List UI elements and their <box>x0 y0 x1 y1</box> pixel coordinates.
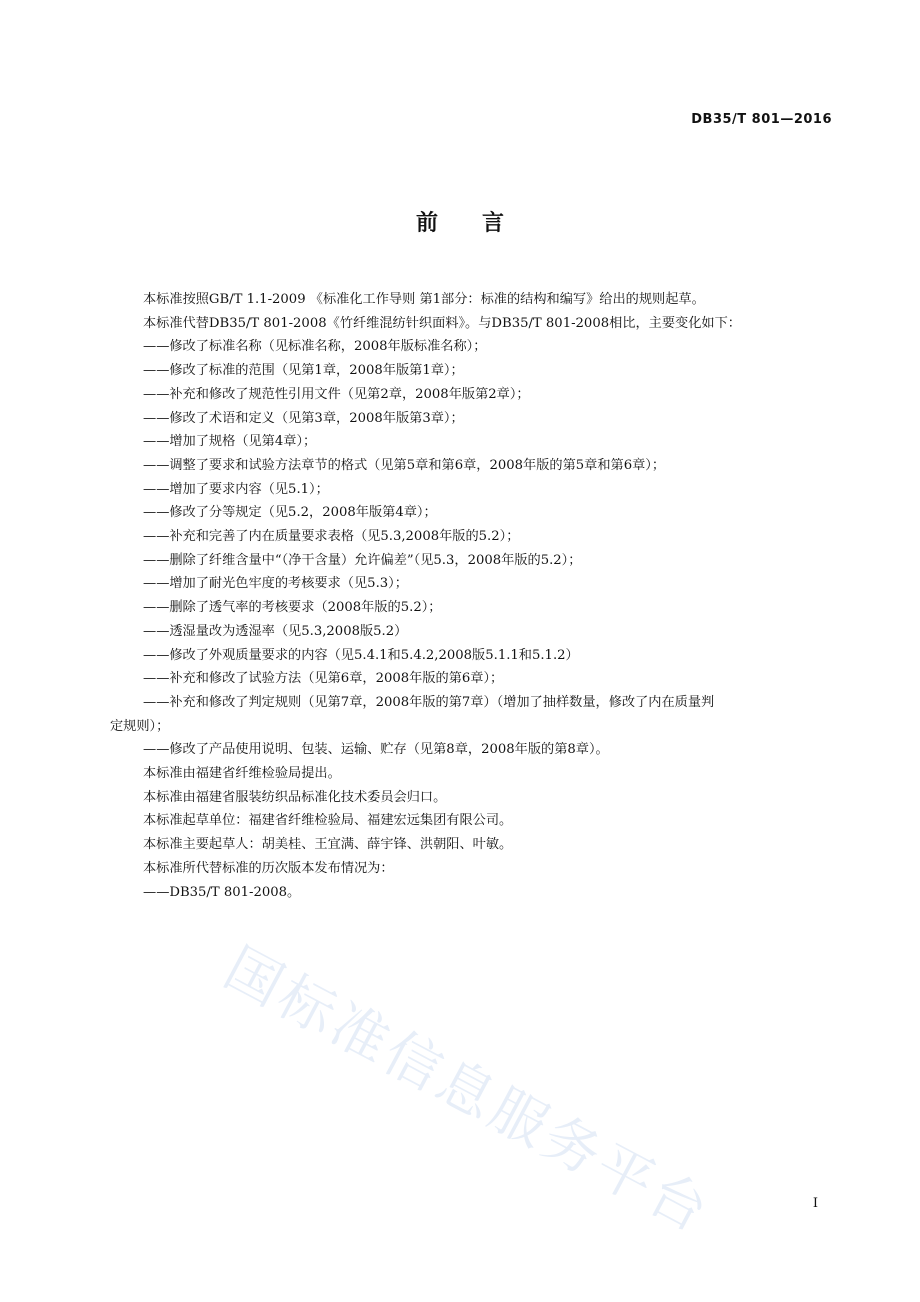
list-item: ——修改了标准名称（见标准名称，2008年版标准名称）； <box>143 339 487 355</box>
list-item-continuation: 定规则）； <box>110 718 170 734</box>
foreword-body <box>110 288 838 904</box>
list-item: ——修改了术语和定义（见第3章，2008年版第3章）； <box>143 410 464 426</box>
list-item: ——修改了外观质量要求的内容（见5.4.1和5.4.2,2008版5.1.1和5.1.2） <box>143 647 579 663</box>
title-char-1: 前 <box>415 211 438 236</box>
list-item: ——修改了标准的范围（见第1章，2008年版第1章）； <box>143 363 464 379</box>
paragraph: 本标准所代替标准的历次版本发布情况为： <box>143 860 394 876</box>
title-char-2: 言 <box>482 211 505 236</box>
list-item: ——删除了纤维含量中“（净干含量）允许偏差”（见5.3，2008年版的5.2）； <box>143 552 582 568</box>
paragraph: 本标准按照GB/T 1.1-2009 《标准化工作导则 第1部分：标准的结构和编写》给出的规则起草。 <box>143 292 705 307</box>
list-item: ——修改了分等规定（见5.2，2008年版第4章）； <box>143 505 437 521</box>
paragraph: 本标准主要起草人：胡美桂、王宜满、薛宇锋、洪朝阳、叶敏。 <box>143 837 513 853</box>
list-item: ——补充和修改了试验方法（见第6章，2008年版的第6章）； <box>143 671 504 687</box>
list-item: ——补充和修改了判定规则（见第7章，2008年版的第7章）（增加了抽样数量，修改了内在质量判 <box>143 694 715 710</box>
page-number: I <box>812 1196 818 1211</box>
paragraph: 本标准由福建省服装纺织品标准化技术委员会归口。 <box>143 789 447 805</box>
list-item: ——DB35/T 801-2008。 <box>143 884 301 900</box>
list-item: ——补充和完善了内在质量要求表格（见5.3,2008年版的5.2）； <box>143 529 520 545</box>
list-item: ——增加了耐光色牢度的考核要求（见5.3）； <box>143 576 408 592</box>
document-code: DB35/T 801—2016 <box>691 112 832 127</box>
list-item: ——增加了要求内容（见5.1）； <box>143 481 329 497</box>
paragraph: 本标准由福建省纤维检验局提出。 <box>143 766 341 782</box>
list-item: ——调整了要求和试验方法章节的格式（见第5章和第6章，2008年版的第5章和第6章）； <box>143 457 666 473</box>
list-item: ——增加了规格（见第4章）； <box>143 434 317 450</box>
page-title <box>0 206 920 237</box>
list-item: ——删除了透气率的考核要求（2008年版的5.2）； <box>143 600 442 616</box>
list-item: ——补充和修改了规范性引用文件（见第2章，2008年版第2章）； <box>143 386 530 402</box>
list-item: ——透湿量改为透湿率（见5.3,2008版5.2） <box>143 623 408 639</box>
paragraph: 本标准起草单位：福建省纤维检验局、福建宏远集团有限公司。 <box>143 813 513 829</box>
watermark: 国标准信息服务平台 <box>213 935 722 1247</box>
list-item: ——修改了产品使用说明、包装、运输、贮存（见第8章，2008年版的第8章）。 <box>143 742 609 758</box>
paragraph: 本标准代替DB35/T 801-2008《竹纤维混纺针织面料》。与DB35/T 801-2008相比，主要变化如下： <box>143 315 741 331</box>
